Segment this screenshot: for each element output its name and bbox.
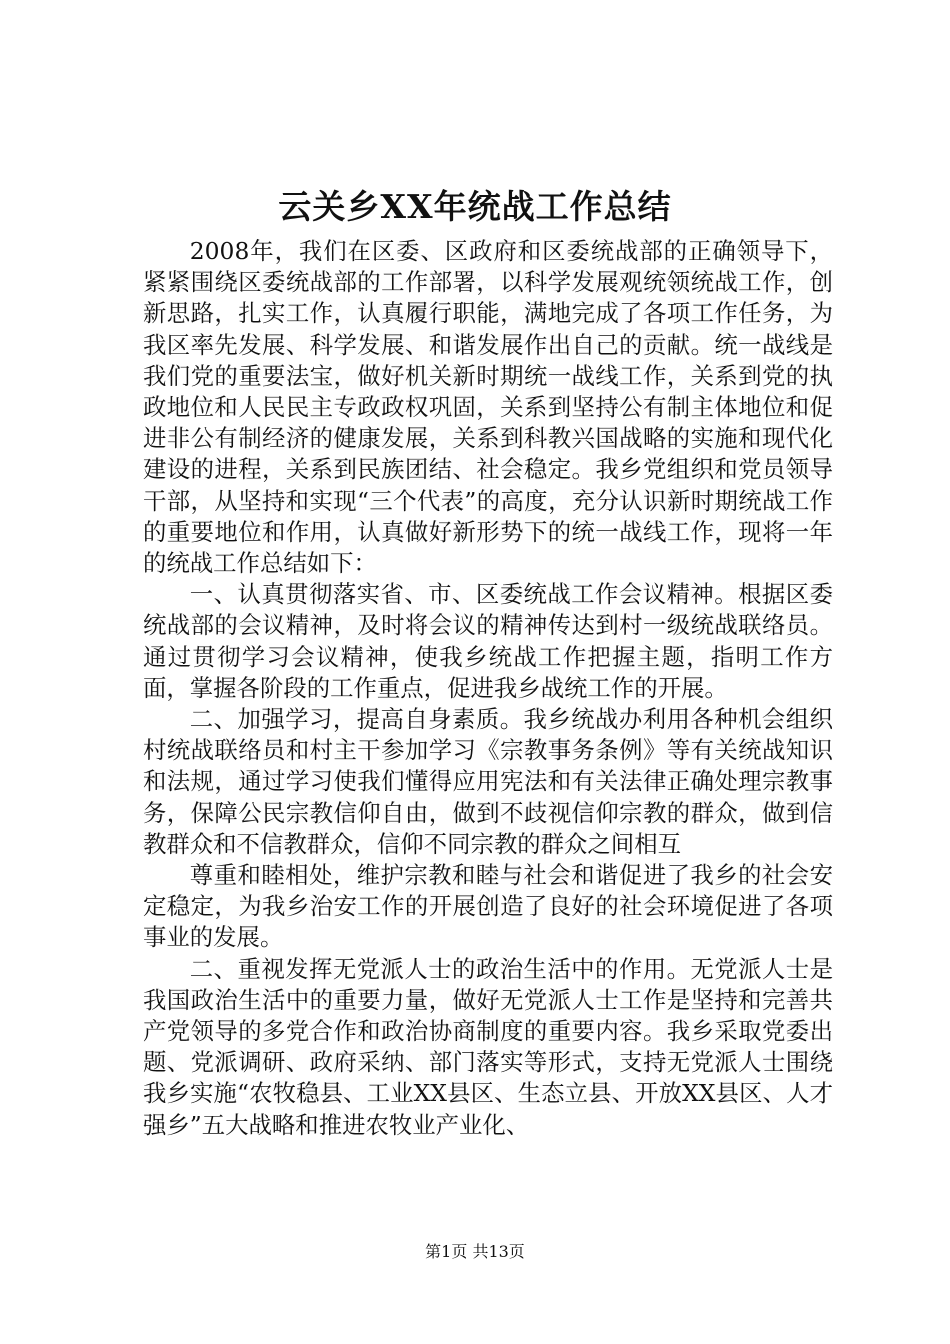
paragraph-section-2: 二、加强学习，提高自身素质。我乡统战办利用各种机会组织村统战联络员和村主干参加学习《宗教事务条例》等有关统战知识和法规，通过学习使我们懂得应用宪法和有关法律正确处理宗教事务，保障公民宗教信仰自由，做到不歧视信仰宗教的群众，做到信教群众和不信教群众，信仰不同宗教的群众之间相互 xyxy=(143,705,833,858)
paragraph-section-2-continued: 尊重和睦相处，维护宗教和睦与社会和谐促进了我乡的社会安定稳定，为我乡治安工作的开展创造了良好的社会环境促进了各项事业的发展。 xyxy=(143,861,833,952)
paragraph-intro: 2008年，我们在区委、区政府和区委统战部的正确领导下，紧紧围绕区委统战部的工作部署，以科学发展观统领统战工作，创新思路，扎实工作，认真履行职能，满地完成了各项工作任务，为我区率先发展、科学发展、和谐发展作出自己的贡献。统一战线是我们党的重要法宝，做好机关新时期统一战线工作，关系到党的执政地位和人民民主专政政权巩固，关系到坚持公有制主体地位和促进非公有制经济的健康发展，关系到科教兴国战略的实施和现代化建设的进程，关系到民族团结、社会稳定。我乡党组织和党员领导干部，从坚持和实现“三个代表”的高度，充分认识新时期统战工作的重要地位和作用，认真做好新形势下的统一战线工作，现将一年的统战工作总结如下： xyxy=(143,237,833,578)
paragraph-section-3: 二、重视发挥无党派人士的政治生活中的作用。无党派人士是我国政治生活中的重要力量，做好无党派人士工作是坚持和完善共产党领导的多党合作和政治协商制度的重要内容。我乡采取党委出题、党派调研、政府采纳、部门落实等形式，支持无党派人士围绕我乡实施“农牧稳县、工业XX县区、生态立县、开放XX县区、人才强乡”五大战略和推进农牧业产业化、 xyxy=(143,954,833,1139)
document-body xyxy=(143,236,833,1141)
document-title: 云关乡XX年统战工作总结 xyxy=(278,187,672,226)
paragraph-section-1: 一、认真贯彻落实省、市、区委统战工作会议精神。根据区委统战部的会议精神，及时将会议的精神传达到村一级统战联络员。通过贯彻学习会议精神，使我乡统战工作把握主题，指明工作方面，掌握各阶段的工作重点，促进我乡战统工作的开展。 xyxy=(143,580,833,702)
page-number-footer: 第1页 共13页 xyxy=(425,1242,525,1261)
